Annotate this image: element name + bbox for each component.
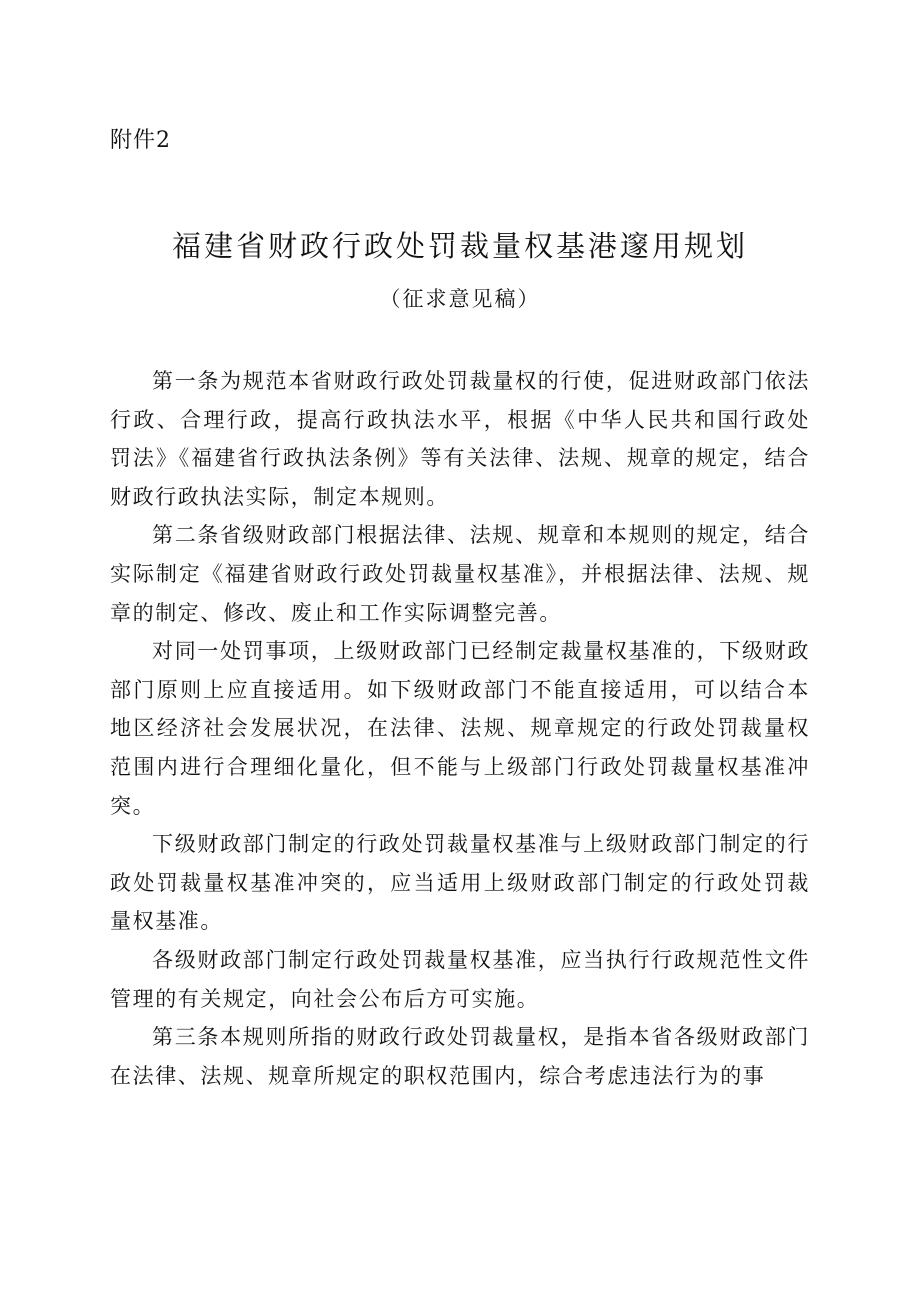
paragraph-article-1: 第一条为规范本省财政行政处罚裁量权的行使，促进财政部门依法行政、合理行政，提高行政执法水平，根据《中华人民共和国行政处罚法》《福建省行政执法条例》等有关法律、法规、规章的规定，结合财政行政执法实际，制定本规则。: [110, 369, 810, 509]
document-subtitle: （征求意见稿）: [379, 287, 541, 311]
document-title: 福建省财政行政处罚裁量权基港邃用规划: [171, 229, 748, 263]
document-body: [110, 362, 810, 1095]
paragraph-article-2: 第二条省级财政部门根据法律、法规、规章和本规则的规定，结合实际制定《福建省财政行政处罚裁量权基准》，并根据法律、法规、规章的制定、修改、废止和工作实际调整完善。: [110, 523, 810, 625]
paragraph-conflict: 下级财政部门制定的行政处罚裁量权基准与上级财政部门制定的行政处罚裁量权基准冲突的，应当适用上级财政部门制定的行政处罚裁量权基准。: [110, 832, 810, 934]
paragraph-same-matter: 对同一处罚事项，上级财政部门已经制定裁量权基准的，下级财政部门原则上应直接适用。如下级财政部门不能直接适用，可以结合本地区经济社会发展状况，在法律、法规、规章规定的行政处罚裁量权范围内进行合理细化量化，但不能与上级部门行政处罚裁量权基准冲突。: [110, 639, 810, 818]
paragraph-publication: 各级财政部门制定行政处罚裁量权基准，应当执行行政规范性文件管理的有关规定，向社会公布后方可实施。: [110, 947, 810, 1011]
paragraph-article-3: 第三条本规则所指的财政行政处罚裁量权，是指本省各级财政部门在法律、法规、规章所规定的职权范围内，综合考虑违法行为的事: [110, 1025, 810, 1088]
attachment-label: 附件2: [110, 128, 171, 153]
